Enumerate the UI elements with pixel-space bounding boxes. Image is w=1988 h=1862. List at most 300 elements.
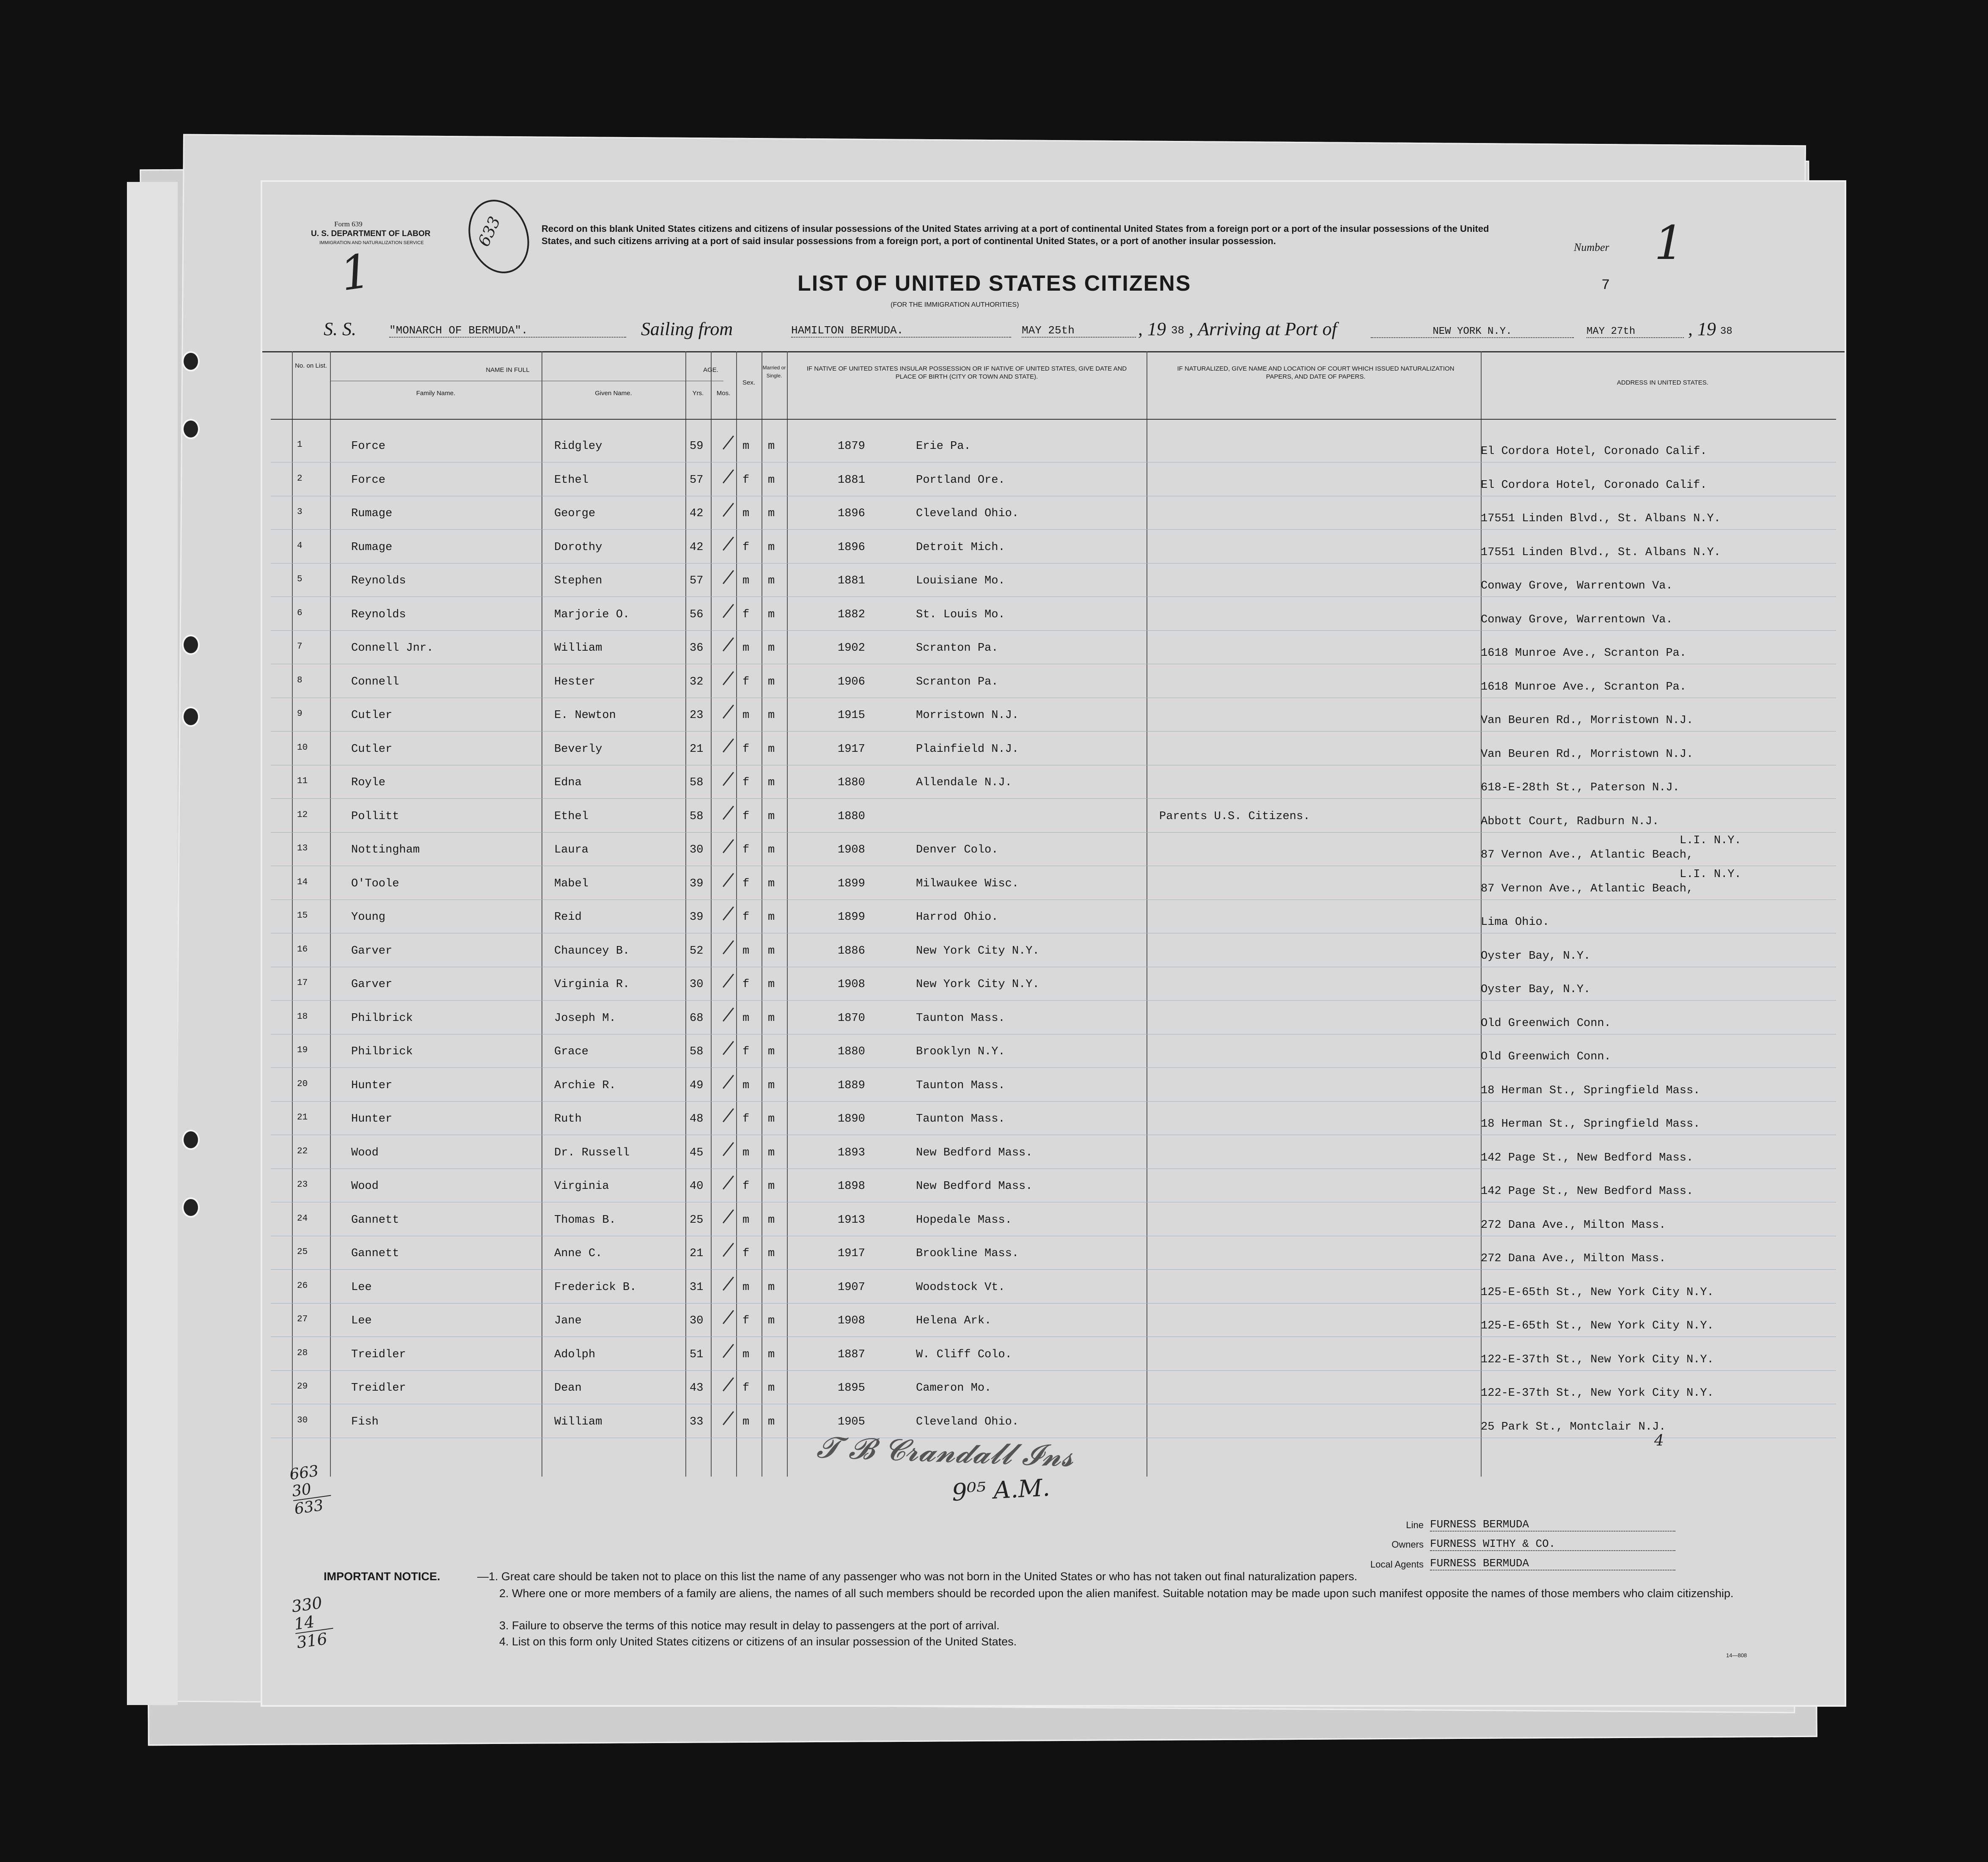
row-number: 29 xyxy=(297,1382,308,1392)
owners-label: Owners xyxy=(1391,1539,1424,1550)
us-address: 25 Park St., Montclair N.J. xyxy=(1481,1421,1666,1433)
row-number: 6 xyxy=(297,608,302,618)
sex: f xyxy=(742,1045,750,1058)
family-name: Force xyxy=(351,474,386,487)
us-address: 272 Dana Ave., Milton Mass. xyxy=(1481,1252,1666,1265)
row-number: 16 xyxy=(297,945,308,954)
birth-place: Scranton Pa. xyxy=(916,676,998,688)
age-years: 45 xyxy=(690,1147,704,1159)
us-address-continued: L.I. N.Y. xyxy=(1680,868,1741,881)
given-name: Edna xyxy=(554,776,582,789)
given-name: William xyxy=(554,642,602,655)
marital-status: m xyxy=(768,1079,775,1092)
us-address: 122-E-37th St., New York City N.Y. xyxy=(1481,1353,1714,1366)
given-name: Reid xyxy=(554,911,582,924)
header-given-name: Given Name. xyxy=(595,390,632,397)
column-divider xyxy=(787,351,788,1477)
document-title: LIST OF UNITED STATES CITIZENS xyxy=(797,271,1191,296)
tally-bottom-line: 14 xyxy=(293,1610,333,1634)
row-rule xyxy=(271,1303,1836,1304)
row-rule xyxy=(271,1269,1836,1270)
sex: f xyxy=(742,810,750,823)
department-name: U. S. DEPARTMENT OF LABOR xyxy=(311,229,431,238)
tally-bottom-line: 330 xyxy=(290,1593,324,1616)
row-number: 3 xyxy=(297,507,302,517)
family-name: Cutler xyxy=(351,743,393,756)
family-name: Philbrick xyxy=(351,1045,413,1058)
birth-place: Plainfield N.J. xyxy=(916,743,1019,756)
birth-year: 1913 xyxy=(838,1214,865,1227)
given-name: Dr. Russell xyxy=(554,1147,630,1159)
sex: f xyxy=(742,776,750,789)
us-address: 142 Page St., New Bedford Mass. xyxy=(1481,1185,1694,1198)
us-address: 17551 Linden Blvd., St. Albans N.Y. xyxy=(1481,512,1721,525)
us-address: 125-E-65th St., New York City N.Y. xyxy=(1481,1320,1714,1332)
us-address: 17551 Linden Blvd., St. Albans N.Y. xyxy=(1481,546,1721,559)
marital-status: m xyxy=(768,911,775,924)
sex: m xyxy=(742,642,750,655)
birth-place: Detroit Mich. xyxy=(916,541,1005,554)
marital-status: m xyxy=(768,642,775,655)
given-name: E. Newton xyxy=(554,709,616,722)
family-name: Fish xyxy=(351,1416,379,1428)
birth-year: 1889 xyxy=(838,1079,865,1092)
row-number: 27 xyxy=(297,1315,308,1324)
birth-place: Scranton Pa. xyxy=(916,642,998,655)
family-name: Pollitt xyxy=(351,810,399,823)
family-name: Hunter xyxy=(351,1079,393,1092)
row-number: 15 xyxy=(297,911,308,921)
given-name: Jane xyxy=(554,1315,582,1327)
row-number: 11 xyxy=(297,776,308,786)
marital-status: m xyxy=(768,608,775,621)
age-years: 31 xyxy=(690,1281,704,1294)
birth-year: 1896 xyxy=(838,507,865,520)
sailing-from-label: Sailing from xyxy=(641,319,733,339)
sex: m xyxy=(742,1079,750,1092)
us-address: 18 Herman St., Springfield Mass. xyxy=(1481,1118,1700,1130)
birth-place: New York City N.Y. xyxy=(916,945,1039,957)
marital-status: m xyxy=(768,1045,775,1058)
family-name: Wood xyxy=(351,1147,379,1159)
row-number: 18 xyxy=(297,1012,308,1022)
given-name: Virginia xyxy=(554,1180,609,1193)
tally-bottom-line: 316 xyxy=(295,1629,329,1652)
us-address: Oyster Bay, N.Y. xyxy=(1481,950,1591,963)
sex: f xyxy=(742,1180,750,1193)
family-name: Wood xyxy=(351,1180,379,1193)
us-address: Van Beuren Rd., Morristown N.J. xyxy=(1481,748,1694,761)
family-name: Royle xyxy=(351,776,386,789)
given-name: Chauncey B. xyxy=(554,945,630,957)
birth-year: 1908 xyxy=(838,978,865,991)
us-address: 18 Herman St., Springfield Mass. xyxy=(1481,1084,1700,1097)
sex: m xyxy=(742,1147,750,1159)
row-number: 12 xyxy=(297,810,308,820)
birth-year: 1879 xyxy=(838,440,865,453)
header-age: AGE. xyxy=(703,366,718,374)
family-name: Reynolds xyxy=(351,575,406,587)
row-rule xyxy=(271,899,1836,900)
birth-place: New Bedford Mass. xyxy=(916,1147,1033,1159)
given-name: Adolph xyxy=(554,1348,596,1361)
row-rule xyxy=(271,1000,1836,1001)
tally-top xyxy=(289,1461,333,1518)
marital-status: m xyxy=(768,541,775,554)
family-name: Connell Jnr. xyxy=(351,642,434,655)
number-value: 1 xyxy=(1654,216,1684,270)
us-address: 272 Dana Ave., Milton Mass. xyxy=(1481,1219,1666,1232)
print-code: 14—808 xyxy=(1726,1652,1747,1658)
row-number: 19 xyxy=(297,1045,308,1055)
age-years: 43 xyxy=(690,1382,704,1394)
given-name: Joseph M. xyxy=(554,1012,616,1025)
marital-status: m xyxy=(768,877,775,890)
birth-year: 1882 xyxy=(838,608,865,621)
sex: m xyxy=(742,1281,750,1294)
age-years: 42 xyxy=(690,507,704,520)
birth-place: Allendale N.J. xyxy=(916,776,1012,789)
given-name: Grace xyxy=(554,1045,589,1058)
header-address: ADDRESS IN UNITED STATES. xyxy=(1617,379,1709,386)
row-number: 2 xyxy=(297,474,302,484)
sex: f xyxy=(742,1315,750,1327)
birth-year: 1908 xyxy=(838,1315,865,1327)
birth-place: Milwaukee Wisc. xyxy=(916,877,1019,890)
family-name: Philbrick xyxy=(351,1012,413,1025)
marital-status: m xyxy=(768,776,775,789)
time-note: 9⁰⁵ A.M. xyxy=(951,1474,1051,1507)
marital-status: m xyxy=(768,575,775,587)
birth-year: 1908 xyxy=(838,844,865,856)
tally-top-line: 663 xyxy=(288,1462,320,1484)
sex: f xyxy=(742,608,750,621)
family-name: Reynolds xyxy=(351,608,406,621)
marital-status: m xyxy=(768,1382,775,1394)
family-name: Gannett xyxy=(351,1214,399,1227)
given-name: Mabel xyxy=(554,877,589,890)
tally-top-line: 633 xyxy=(293,1496,324,1518)
age-years: 21 xyxy=(690,743,704,756)
row-number: 21 xyxy=(297,1113,308,1122)
birth-place: Morristown N.J. xyxy=(916,709,1019,722)
birth-year: 1895 xyxy=(838,1382,865,1394)
naturalization-note: Parents U.S. Citizens. xyxy=(1159,810,1310,823)
given-name: George xyxy=(554,507,596,520)
given-name: Laura xyxy=(554,844,589,856)
arrival-date: MAY 27th xyxy=(1587,326,1684,338)
age-years: 49 xyxy=(690,1079,704,1092)
us-address: Conway Grove, Warrentown Va. xyxy=(1481,580,1673,592)
us-address: Old Greenwich Conn. xyxy=(1481,1017,1611,1030)
birth-year: 1915 xyxy=(838,709,865,722)
binder-hole xyxy=(182,419,200,439)
age-years: 40 xyxy=(690,1180,704,1193)
us-address: 1618 Munroe Ave., Scranton Pa. xyxy=(1481,681,1687,693)
notice-item-4: 4. List on this form only United States citizens or citizens of an insular possession of the United States. xyxy=(499,1635,1017,1648)
family-name: Treidler xyxy=(351,1382,406,1394)
family-name: Cutler xyxy=(351,709,393,722)
marital-status: m xyxy=(768,1416,775,1428)
owners-value: FURNESS WITHY & CO. xyxy=(1430,1537,1675,1551)
age-years: 57 xyxy=(690,575,704,587)
us-address-continued: L.I. N.Y. xyxy=(1680,834,1741,847)
birth-year: 1881 xyxy=(838,474,865,487)
age-years: 21 xyxy=(690,1247,704,1260)
birth-place: Helena Ark. xyxy=(916,1315,992,1327)
binder-hole xyxy=(182,635,200,655)
age-years: 33 xyxy=(690,1416,704,1428)
us-address: Conway Grove, Warrentown Va. xyxy=(1481,613,1673,626)
departure-port: HAMILTON BERMUDA. xyxy=(791,324,1011,338)
row-rule xyxy=(271,832,1836,833)
hand-circle-mark xyxy=(459,191,539,282)
row-rule xyxy=(271,1370,1836,1371)
us-address: 1618 Munroe Ave., Scranton Pa. xyxy=(1481,647,1687,660)
sex: m xyxy=(742,1214,750,1227)
sex: f xyxy=(742,844,750,856)
column-divider xyxy=(711,351,712,1477)
row-rule xyxy=(271,1067,1836,1068)
family-name: Lee xyxy=(351,1315,372,1327)
birth-year: 1899 xyxy=(838,911,865,924)
row-number: 20 xyxy=(297,1079,308,1089)
birth-place: Cleveland Ohio. xyxy=(916,1416,1019,1428)
marital-status: m xyxy=(768,743,775,756)
us-address: 87 Vernon Ave., Atlantic Beach, xyxy=(1481,883,1694,895)
family-name: Lee xyxy=(351,1281,372,1294)
us-address: 87 Vernon Ave., Atlantic Beach, xyxy=(1481,849,1694,861)
family-name: Connell xyxy=(351,676,399,688)
given-name: Archie R. xyxy=(554,1079,616,1092)
examiner-signature: 𝓣 𝓑 𝓒𝓻𝓪𝓷𝓭𝓪𝓵𝓵 𝓘𝓷𝓼 xyxy=(816,1430,1074,1474)
ss-label: S. S. xyxy=(324,319,356,339)
birth-place: Taunton Mass. xyxy=(916,1079,1005,1092)
number-label: Number xyxy=(1574,241,1609,253)
birth-year: 1880 xyxy=(838,776,865,789)
binder-hole xyxy=(182,707,200,727)
us-address: 122-E-37th St., New York City N.Y. xyxy=(1481,1387,1714,1400)
sex: f xyxy=(742,743,750,756)
row-number: 9 xyxy=(297,709,302,719)
header-sex: Sex. xyxy=(742,379,755,386)
arrival-port: NEW YORK N.Y. xyxy=(1371,326,1574,338)
arriving-label: , Arriving at Port of xyxy=(1189,319,1337,339)
birth-year: 1905 xyxy=(838,1416,865,1428)
given-name: Dorothy xyxy=(554,541,602,554)
birth-year: 1896 xyxy=(838,541,865,554)
header-rule xyxy=(271,419,1836,420)
us-address: Abbott Court, Radburn N.J. xyxy=(1481,815,1659,828)
birth-place: Taunton Mass. xyxy=(916,1113,1005,1125)
arrival-year: 38 xyxy=(1720,326,1732,337)
birth-year: 1886 xyxy=(838,945,865,957)
birth-place: Hopedale Mass. xyxy=(916,1214,1012,1227)
birth-place: Taunton Mass. xyxy=(916,1012,1005,1025)
sex: m xyxy=(742,1012,750,1025)
line-value: FURNESS BERMUDA xyxy=(1430,1518,1675,1532)
row-number: 24 xyxy=(297,1214,308,1224)
row-number: 22 xyxy=(297,1147,308,1156)
us-address: Old Greenwich Conn. xyxy=(1481,1051,1611,1063)
ship-name: "MONARCH OF BERMUDA". xyxy=(389,324,626,338)
row-rule xyxy=(271,1101,1836,1102)
corner-note: 4 xyxy=(1654,1432,1664,1449)
birth-year: 1870 xyxy=(838,1012,865,1025)
age-years: 57 xyxy=(690,474,704,487)
notice-item-1: —1. Great care should be taken not to place on this list the name of any passenger who was not born in the United States or who has not taken out final naturalization papers. xyxy=(477,1570,1358,1583)
column-divider xyxy=(685,351,686,1477)
birth-year: 1917 xyxy=(838,1247,865,1260)
row-number: 30 xyxy=(297,1416,308,1425)
sex: m xyxy=(742,1416,750,1428)
age-years: 30 xyxy=(690,978,704,991)
sex: m xyxy=(742,1348,750,1361)
sex: m xyxy=(742,709,750,722)
marital-status: m xyxy=(768,1214,775,1227)
marital-status: m xyxy=(768,1180,775,1193)
birth-place: Brookline Mass. xyxy=(916,1247,1019,1260)
family-name: Rumage xyxy=(351,507,393,520)
sex: m xyxy=(742,507,750,520)
given-name: Ethel xyxy=(554,474,589,487)
departure-year-prefix: , 19 xyxy=(1138,319,1166,339)
family-name: O'Toole xyxy=(351,877,399,890)
tally-top-line: 30 xyxy=(291,1478,331,1501)
birth-place: Cleveland Ohio. xyxy=(916,507,1019,520)
sex: f xyxy=(742,911,750,924)
family-name: Garver xyxy=(351,978,393,991)
family-name: Treidler xyxy=(351,1348,406,1361)
age-years: 48 xyxy=(690,1113,704,1125)
sex: m xyxy=(742,575,750,587)
age-years: 68 xyxy=(690,1012,704,1025)
tally-bottom xyxy=(291,1592,336,1651)
family-name: Hunter xyxy=(351,1113,393,1125)
age-years: 52 xyxy=(690,945,704,957)
birth-year: 1917 xyxy=(838,743,865,756)
family-name: Rumage xyxy=(351,541,393,554)
birth-place: Portland Ore. xyxy=(916,474,1005,487)
row-rule xyxy=(271,529,1836,530)
sex: m xyxy=(742,440,750,453)
birth-place: Denver Colo. xyxy=(916,844,998,856)
service-name: IMMIGRATION AND NATURALIZATION SERVICE xyxy=(319,240,424,245)
departure-year: 38 xyxy=(1171,324,1185,337)
marital-status: m xyxy=(768,1247,775,1260)
age-years: 23 xyxy=(690,709,704,722)
sex: f xyxy=(742,877,750,890)
marital-status: m xyxy=(768,474,775,487)
header-family-name: Family Name. xyxy=(416,390,456,397)
age-years: 51 xyxy=(690,1348,704,1361)
birth-year: 1899 xyxy=(838,877,865,890)
row-number: 28 xyxy=(297,1348,308,1358)
sex: f xyxy=(742,676,750,688)
birth-place: St. Louis Mo. xyxy=(916,608,1005,621)
sex: f xyxy=(742,1247,750,1260)
family-name: Gannett xyxy=(351,1247,399,1260)
birth-place: Woodstock Vt. xyxy=(916,1281,1005,1294)
row-number: 7 xyxy=(297,642,302,652)
binder-hole xyxy=(182,351,200,371)
row-number: 23 xyxy=(297,1180,308,1190)
sex: m xyxy=(742,945,750,957)
given-name: Thomas B. xyxy=(554,1214,616,1227)
record-instructions: Record on this blank United States citizens and citizens of insular possessions of the United States arriving at a port of continental United States from a foreign port or a port of the insular possessions of the United States, and such citizens arriving at a port of said insular possessions from a foreign port, a port of continental United States, or a port of another insular possession. xyxy=(542,223,1489,246)
birth-place: Harrod Ohio. xyxy=(916,911,998,924)
handwritten-list-number: 1 xyxy=(337,243,374,302)
birth-year: 1906 xyxy=(838,676,865,688)
birth-year: 1887 xyxy=(838,1348,865,1361)
age-years: 42 xyxy=(690,541,704,554)
sex: f xyxy=(742,474,750,487)
age-years: 39 xyxy=(690,877,704,890)
notice-heading: IMPORTANT NOTICE. xyxy=(324,1570,440,1583)
age-years: 30 xyxy=(690,844,704,856)
manifest-sheet xyxy=(262,182,1845,1705)
birth-year: 1902 xyxy=(838,642,865,655)
handwritten-circle-number: 633 xyxy=(474,213,504,250)
header-months: Mos. xyxy=(716,390,731,397)
marital-status: m xyxy=(768,844,775,856)
row-number: 4 xyxy=(297,541,302,551)
marital-status: m xyxy=(768,1315,775,1327)
age-years: 59 xyxy=(690,440,704,453)
us-address: 142 Page St., New Bedford Mass. xyxy=(1481,1152,1694,1164)
column-divider xyxy=(736,351,737,1477)
row-number: 26 xyxy=(297,1281,308,1291)
family-name: Nottingham xyxy=(351,844,420,856)
marital-status: m xyxy=(768,1281,775,1294)
given-name: Virginia R. xyxy=(554,978,630,991)
row-number: 8 xyxy=(297,676,302,685)
marital-status: m xyxy=(768,709,775,722)
birth-year: 1898 xyxy=(838,1180,865,1193)
row-number: 25 xyxy=(297,1247,308,1257)
family-name: Force xyxy=(351,440,386,453)
given-name: Ruth xyxy=(554,1113,582,1125)
row-number: 1 xyxy=(297,440,302,450)
marital-status: m xyxy=(768,507,775,520)
marital-status: m xyxy=(768,1147,775,1159)
row-number: 13 xyxy=(297,844,308,853)
binder-strip xyxy=(127,182,178,1705)
row-rule xyxy=(271,630,1836,631)
sex: f xyxy=(742,1382,750,1394)
age-years: 58 xyxy=(690,810,704,823)
document-subtitle: (FOR THE IMMIGRATION AUTHORITIES) xyxy=(891,301,1019,308)
notice-item-3: 3. Failure to observe the terms of this notice may result in delay to passengers at the port of arrival. xyxy=(499,1619,1000,1632)
birth-place: New York City N.Y. xyxy=(916,978,1039,991)
us-address: 618-E-28th St., Paterson N.J. xyxy=(1481,781,1680,794)
age-years: 58 xyxy=(690,1045,704,1058)
us-address: 125-E-65th St., New York City N.Y. xyxy=(1481,1286,1714,1299)
age-years: 32 xyxy=(690,676,704,688)
marital-status: m xyxy=(768,978,775,991)
us-address: Van Beuren Rd., Morristown N.J. xyxy=(1481,714,1694,727)
given-name: William xyxy=(554,1416,602,1428)
row-number: 10 xyxy=(297,743,308,753)
birth-place: W. Cliff Colo. xyxy=(916,1348,1012,1361)
local-agents-label: Local Agents xyxy=(1370,1559,1424,1570)
binder-hole xyxy=(182,1197,200,1218)
family-name: Young xyxy=(351,911,386,924)
given-name: Stephen xyxy=(554,575,602,587)
binder-hole xyxy=(182,1130,200,1150)
given-name: Ethel xyxy=(554,810,589,823)
birth-year: 1893 xyxy=(838,1147,865,1159)
